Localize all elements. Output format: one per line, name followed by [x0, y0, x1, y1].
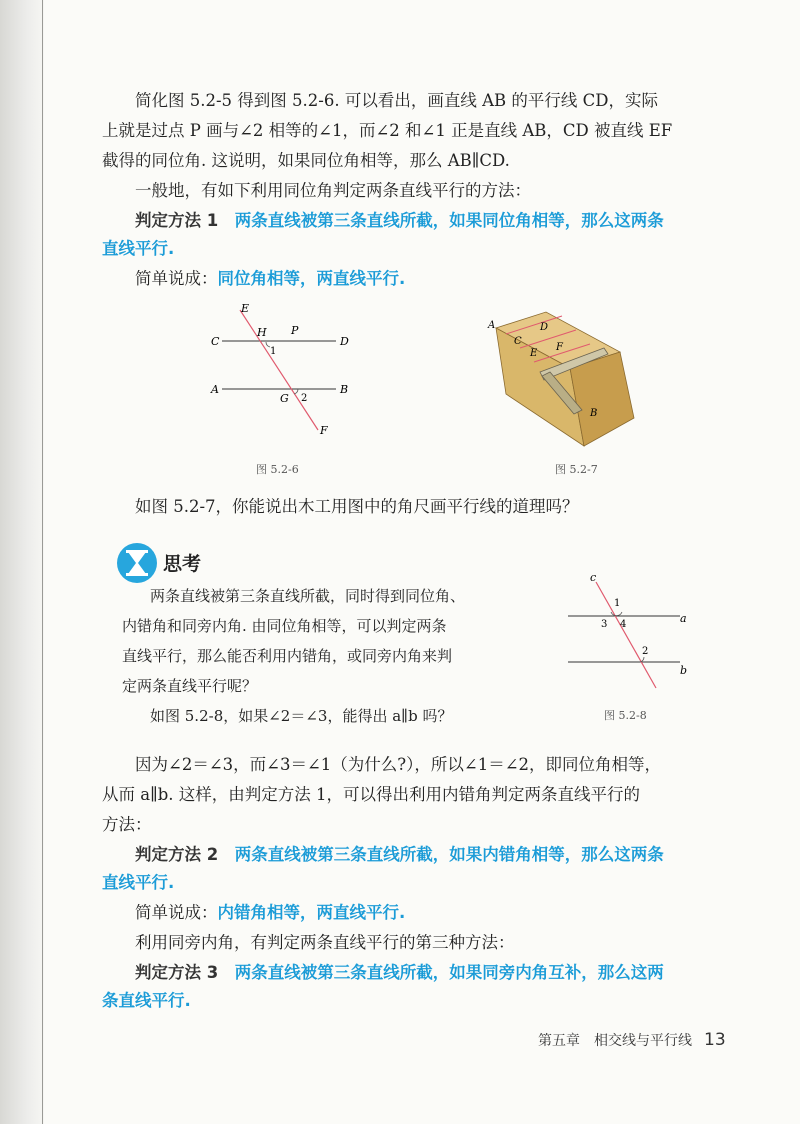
figure-5-2-7 [484, 310, 654, 450]
question-5-2-7: 如图 5.2-7，你能说出木工用图中的角尺画平行线的道理吗？ [135, 497, 579, 516]
label-c: c [590, 571, 597, 584]
label-F: F [556, 342, 563, 353]
chapter-title: 第五章 相交线与平行线 [538, 1033, 692, 1049]
method-1-short-line [102, 266, 732, 292]
method-1-label: 判定方法 1 [135, 211, 219, 230]
book-spine-shadow [0, 0, 44, 1124]
label-4: 4 [620, 619, 627, 630]
body2-line-3: 方法： [102, 815, 152, 834]
label-P: P [291, 324, 299, 337]
method-3 [102, 960, 732, 986]
think-p1-b: 内错角和同旁内角. 由同位角相等，可以判定两条 [122, 617, 447, 635]
think-p1-c: 直线平行，那么能否利用内错角，或同旁内角来判 [122, 647, 453, 665]
label-b: b [680, 664, 688, 677]
label-A: A [211, 383, 219, 396]
label-A: A [488, 320, 496, 331]
label-1: 1 [614, 598, 621, 609]
label-F: F [320, 424, 328, 437]
label-E: E [530, 348, 538, 359]
think-p1-d: 定两条直线平行呢？ [122, 677, 258, 695]
label-C: C [211, 335, 220, 348]
method-3-label: 判定方法 3 [135, 963, 219, 982]
page-footer [538, 1030, 726, 1050]
figure-5-2-8 [560, 570, 710, 690]
intro-line-2: 上就是过点 P 画与∠2 相等的∠1，而∠2 和∠1 正是直线 AB，CD 被直线 EF [102, 121, 673, 140]
method-2 [102, 842, 732, 868]
method-2-short-line [102, 900, 732, 926]
method-2-label: 判定方法 2 [135, 845, 219, 864]
method-3-cont [102, 988, 732, 1014]
book-spine-line [42, 0, 43, 1124]
think-p1-a: 两条直线被第三条直线所截，同时得到同位角、 [150, 587, 466, 605]
label-D: D [540, 322, 549, 333]
method-1-cont [102, 236, 732, 262]
transversal-ef [240, 310, 318, 430]
method-1-text-a: 两条直线被第三条直线所截，如果同位角相等，那么这两条 [234, 211, 664, 230]
figure-5-2-6-caption: 图 5.2-6 [256, 463, 299, 476]
label-G: G [280, 392, 289, 405]
figure-5-2-6 [200, 298, 360, 446]
method-1-text-b: 直线平行. [102, 239, 175, 258]
label-a: a [680, 612, 687, 625]
method-1 [102, 208, 732, 234]
label-H: H [257, 326, 267, 339]
page-number: 13 [704, 1030, 726, 1050]
body2-line-1: 因为∠2＝∠3，而∠3＝∠1（为什么?），所以∠1＝∠2，即同位角相等， [135, 755, 662, 774]
method-3-text-b: 条直线平行. [102, 991, 191, 1010]
think-p2: 如图 5.2-8，如果∠2＝∠3，能得出 a∥b 吗？ [150, 707, 453, 725]
figure-5-2-7-caption: 图 5.2-7 [555, 463, 598, 476]
method-3-intro: 利用同旁内角，有判定两条直线平行的第三种方法： [135, 933, 515, 952]
label-D: D [340, 335, 349, 348]
label-1: 1 [270, 346, 277, 357]
transversal-c [596, 582, 656, 688]
label-2: 2 [301, 393, 308, 404]
label-3: 3 [601, 619, 608, 630]
method-2-text-b: 直线平行. [102, 873, 175, 892]
method-2-short-label: 简单说成： [135, 903, 218, 922]
method-1-short-label: 简单说成： [135, 269, 218, 288]
figure-5-2-8-caption: 图 5.2-8 [604, 709, 647, 722]
method-2-text-a: 两条直线被第三条直线所截，如果内错角相等，那么这两条 [234, 845, 664, 864]
intro-line-1: 简化图 5.2-5 得到图 5.2-6. 可以看出，画直线 AB 的平行线 CD，实际 [135, 91, 658, 110]
think-icon [116, 542, 158, 584]
label-C: C [514, 336, 522, 347]
intro-line-4: 一般地，有如下利用同位角判定两条直线平行的方法： [135, 181, 531, 200]
body2-line-2: 从而 a∥b. 这样，由判定方法 1，可以得出利用内错角判定两条直线平行的 [102, 785, 640, 804]
method-1-short: 同位角相等，两直线平行. [217, 269, 406, 288]
label-B: B [590, 408, 598, 419]
method-2-short: 内错角相等，两直线平行. [217, 903, 406, 922]
label-E: E [241, 302, 250, 315]
intro-line-3: 截得的同位角. 这说明，如果同位角相等，那么 AB∥CD. [102, 151, 510, 170]
think-title: 思考 [163, 553, 202, 575]
method-2-cont [102, 870, 732, 896]
method-3-text-a: 两条直线被第三条直线所截，如果同旁内角互补，那么这两 [234, 963, 664, 982]
label-2: 2 [642, 646, 649, 657]
label-B: B [340, 383, 349, 396]
